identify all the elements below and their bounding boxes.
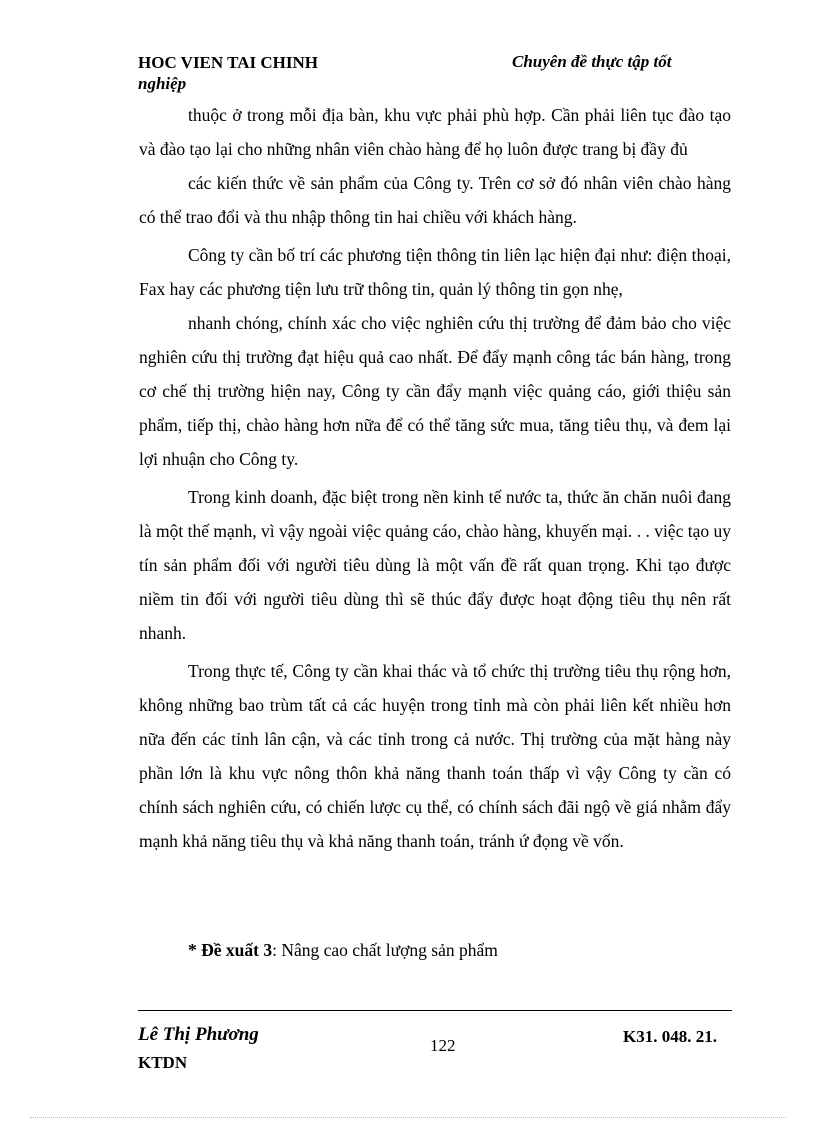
paragraph-1: thuộc ở trong mỗi địa bàn, khu vực phải phù hợp. Cần phải liên tục đào tạo và đào tạo lại cho những nhân viên chào hàng để họ luôn được trang bị đầy đủ [139, 105, 731, 159]
section-heading-text: : Nâng cao chất lượng sản phẩm [272, 940, 498, 960]
footer-dept: KTDN [138, 1053, 188, 1072]
header-school [138, 52, 318, 94]
header-school-continuation: nghiệp [138, 74, 187, 93]
footer-divider [138, 1010, 732, 1011]
paragraph-2: các kiến thức về sản phẩm của Công ty. Trên cơ sở đó nhân viên chào hàng có thể trao đổi và thu nhập thông tin hai chiều với khách hàng. [139, 173, 731, 227]
section-heading [188, 940, 498, 961]
page-edge-divider [30, 1117, 786, 1118]
section-heading-label: * Đề xuất 3 [188, 940, 273, 960]
paragraph-3: Công ty cần bố trí các phương tiện thông tin liên lạc hiện đại như: điện thoại, Fax hay các phương tiện lưu trữ thông tin, quản lý thông tin gọn nhẹ, [139, 245, 731, 299]
footer-author: Lê Thị Phương [138, 1024, 259, 1045]
footer-code: K31. 048. 21. [623, 1027, 717, 1046]
page-number: 122 [430, 1036, 456, 1055]
paragraph-6: Trong thực tế, Công ty cần khai thác và tổ chức thị trường tiêu thụ rộng hơn, không những bao trùm tất cả các huyện trong tỉnh mà còn phải liên kết nhiều hơn nữa đến các tỉnh lân cận, và các tỉnh trong cả nước. Thị trường của mặt hàng này phần lớn là khu vực nông thôn khả năng thanh toán thấp vì vậy Công ty cần có chính sách nghiên cứu, có chiến lược cụ thể, có chính sách đãi ngộ về giá nhằm đẩy mạnh khả năng tiêu thụ và khả năng thanh toán, tránh ứ đọng về vốn. [139, 661, 731, 851]
paragraph-5: Trong kinh doanh, đặc biệt trong nền kinh tế nước ta, thức ăn chăn nuôi đang là một thế mạnh, vì vậy ngoài việc quảng cáo, chào hàng, khuyến mại. . . việc tạo uy tín sản phẩm đối với người tiêu dùng là một vấn đề rất quan trọng. Khi tạo được niềm tin đối với người tiêu dùng thì sẽ thúc đẩy được hoạt động tiêu thụ nên rất nhanh. [139, 487, 731, 643]
header-school-name: HOC VIEN TAI CHINH [138, 53, 318, 72]
header-doc-title: Chuyên đề thực tập tốt [512, 52, 672, 71]
document-body [139, 98, 731, 858]
paragraph-4: nhanh chóng, chính xác cho việc nghiên cứu thị trường để đảm bảo cho việc nghiên cứu thị trường đạt hiệu quả cao nhất. Để đẩy mạnh công tác bán hàng, trong cơ chế thị trường hiện nay, Công ty cần đẩy mạnh việc quảng cáo, giới thiệu sản phẩm, tiếp thị, chào hàng hơn nữa để có thể tăng sức mua, tăng tiêu thụ, và đem lại lợi nhuận cho Công ty. [139, 313, 731, 469]
